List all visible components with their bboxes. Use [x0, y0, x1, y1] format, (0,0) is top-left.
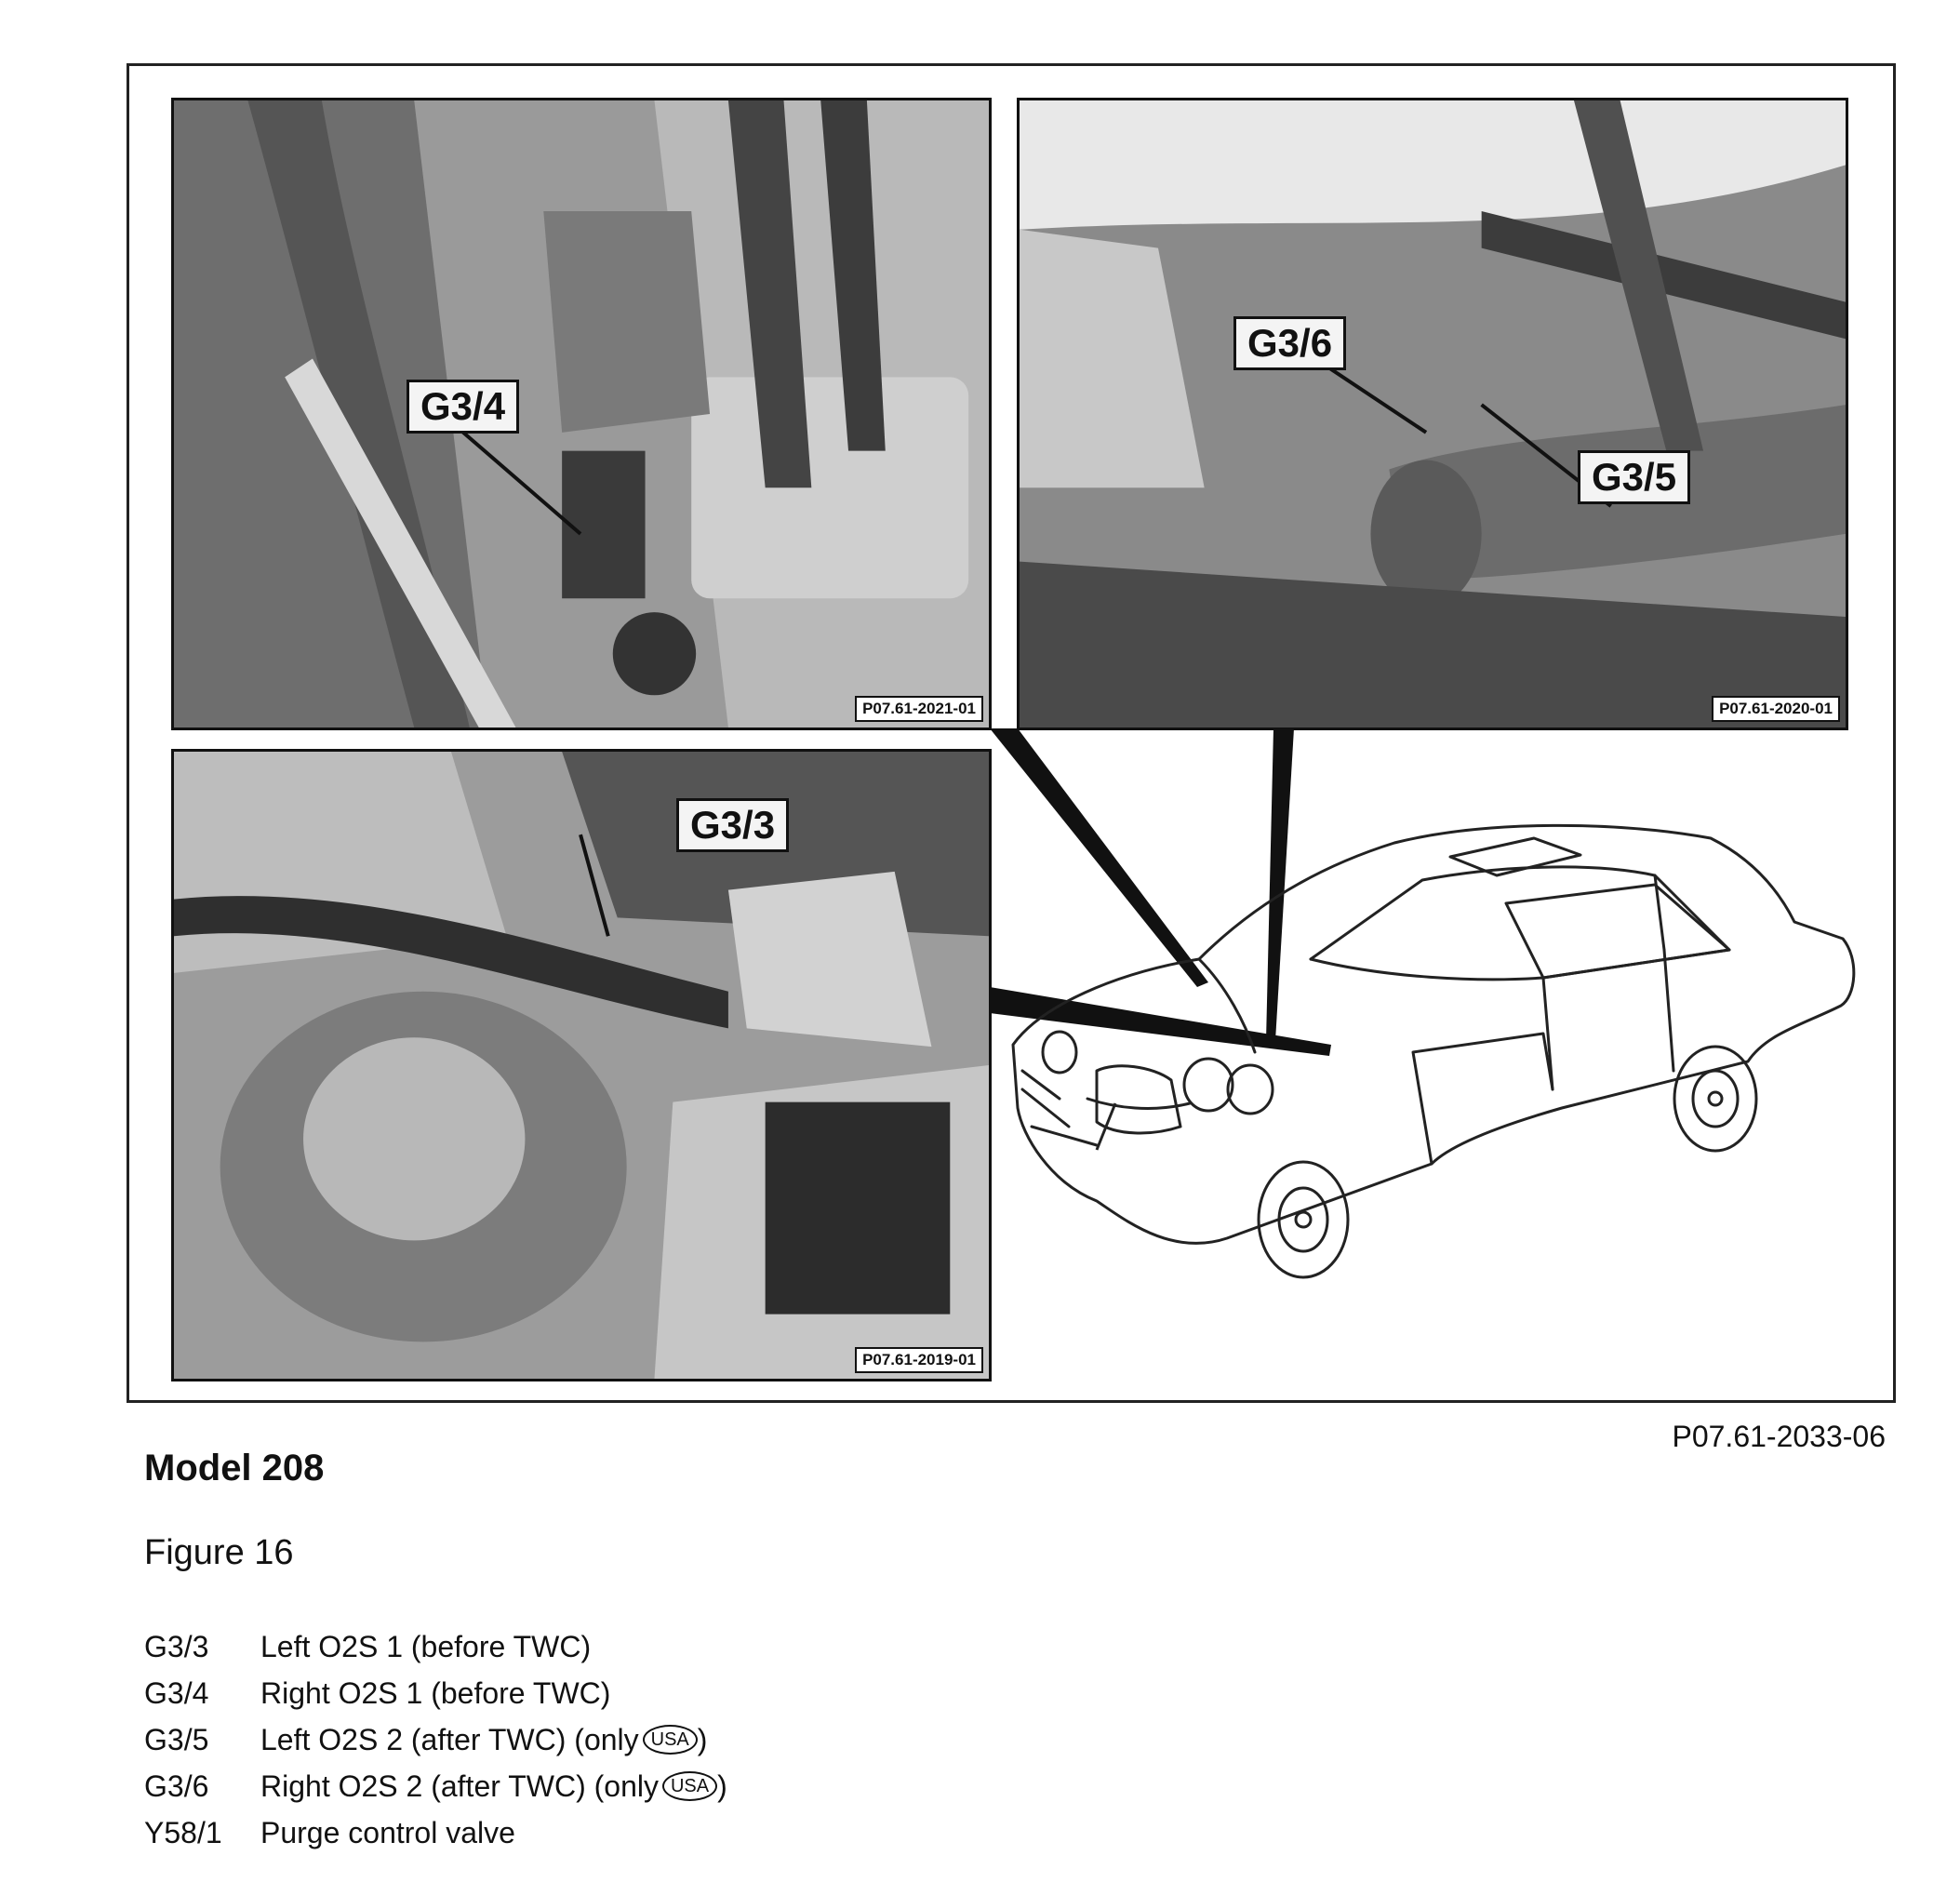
exhaust-photo-graphic [1020, 100, 1846, 727]
engine-photo-graphic [174, 752, 989, 1379]
callout-g3-3: G3/3 [676, 798, 789, 852]
legend-code: Y58/1 [144, 1815, 222, 1849]
legend-suffix: ) [697, 1722, 708, 1756]
pointer-wedge [990, 728, 1208, 987]
legend-row [144, 1763, 727, 1809]
usa-badge: USA [643, 1725, 698, 1755]
usa-badge: USA [662, 1771, 717, 1801]
legend-text: Right O2S 2 (after TWC) (only [260, 1769, 659, 1803]
legend-text: Left O2S 1 (before TWC) [260, 1629, 592, 1663]
photo-right-o2s-1 [171, 98, 992, 730]
legend-suffix: ) [717, 1769, 727, 1803]
pointer-wedge [1266, 728, 1294, 1041]
engine-photo-graphic [174, 100, 989, 727]
figure-frame [127, 63, 1896, 1403]
legend-text: Purge control valve [260, 1815, 515, 1849]
photo-id-label: P07.61-2019-01 [855, 1347, 983, 1373]
figure-id: P07.61-2033-06 [1672, 1420, 1886, 1453]
callout-g3-4: G3/4 [407, 380, 519, 434]
car-outline [1013, 825, 1854, 1243]
legend-code: G3/6 [144, 1769, 209, 1803]
legend-text: Right O2S 1 (before TWC) [260, 1675, 611, 1710]
legend-code: G3/3 [144, 1629, 209, 1663]
legend [144, 1623, 727, 1856]
car-wheels [1259, 1047, 1756, 1277]
figure-label: Figure 16 [144, 1533, 294, 1572]
legend-row [144, 1716, 727, 1763]
legend-row [144, 1670, 727, 1716]
pointer-wedge [990, 987, 1331, 1056]
car-front-details [1043, 1032, 1273, 1150]
legend-code: G3/5 [144, 1722, 209, 1756]
legend-row [144, 1623, 727, 1670]
model-title: Model 208 [144, 1448, 325, 1488]
photo-id-label: P07.61-2021-01 [855, 696, 983, 722]
legend-code: G3/4 [144, 1675, 209, 1710]
legend-text: Left O2S 2 (after TWC) (only [260, 1722, 639, 1756]
photo-left-o2s-1 [171, 749, 992, 1381]
photo-o2s-2 [1017, 98, 1848, 730]
legend-row [144, 1809, 727, 1856]
callout-g3-5: G3/5 [1578, 450, 1690, 504]
callout-g3-6: G3/6 [1233, 316, 1346, 370]
photo-id-label: P07.61-2020-01 [1712, 696, 1840, 722]
